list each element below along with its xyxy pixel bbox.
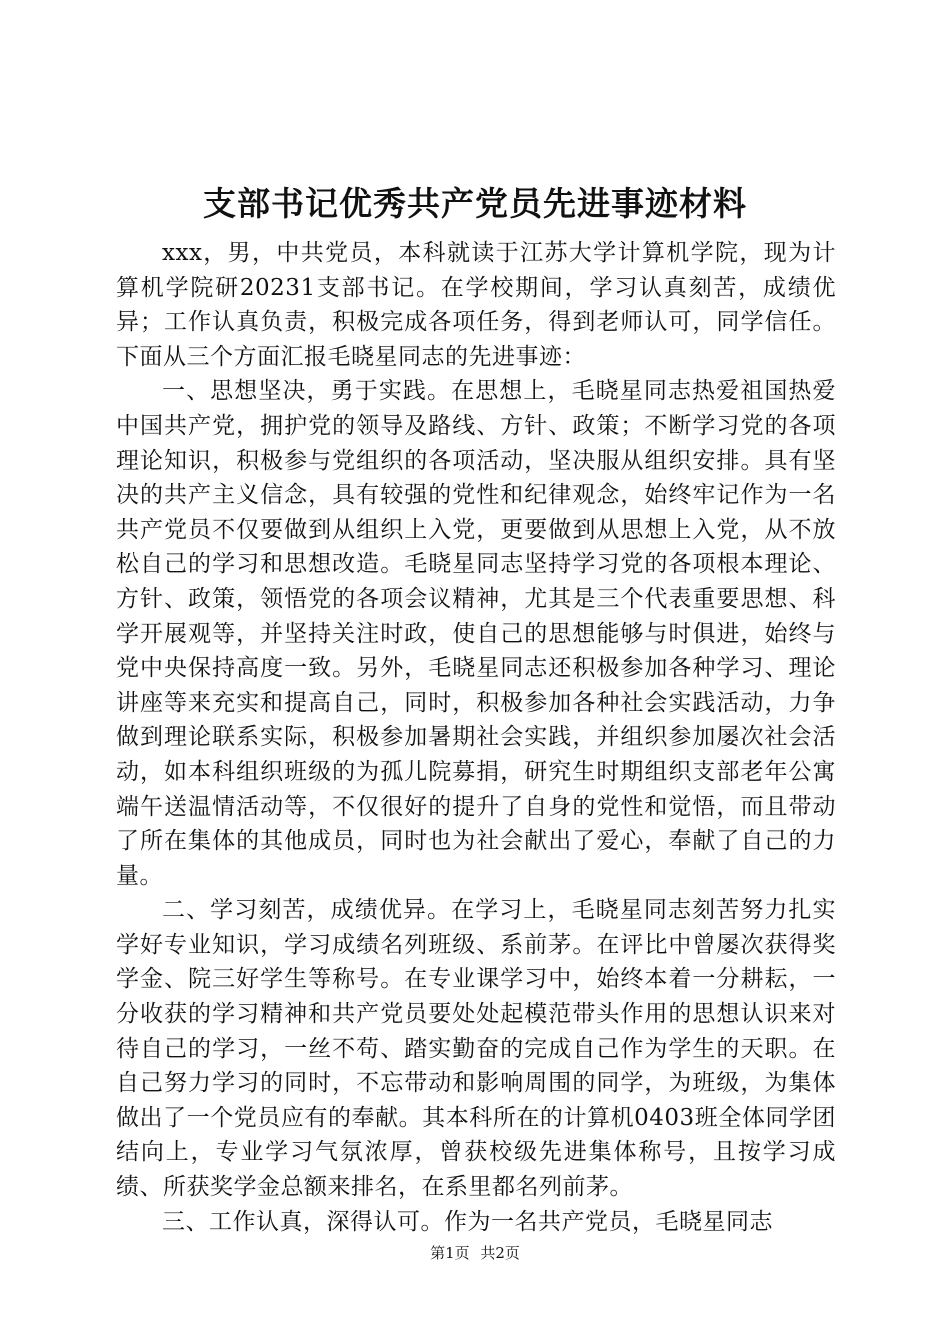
paragraph-section-2: 二、学习刻苦，成绩优异。在学习上，毛晓星同志刻苦努力扎实学好专业知识，学习成绩名列班级、系前茅。在评比中曾屡次获得奖学金、院三好学生等称号。在专业课学习中，始终本着一分耕耘，一分收获的学习精神和共产党员要处处起模范带头作用的思想认识来对待自己的学习，一丝不苟、踏实勤奋的完成自己作为学生的天职。在自己努力学习的同时，不忘带动和影响周围的同学，为班级，为集体做出了一个党员应有的奉献。其本科所在的计算机0403班全体同学团结向上，专业学习气氛浓厚，曾获校级先进集体称号，且按学习成绩、所获奖学金总额来排名，在系里都名列前茅。 [116, 897, 836, 1201]
paragraph-section-3: 三、工作认真，深得认可。作为一名共产党员，毛晓星同志 [162, 1208, 773, 1235]
document-title: 支部书记优秀共产党员先进事迹材料 [203, 184, 747, 223]
paragraph-intro: xxx，男，中共党员，本科就读于江苏大学计算机学院，现为计算机学院研20231支部书记。在学校期间，学习认真刻苦，成绩优异；工作认真负责，积极完成各项任务，得到老师认可，同学信任。下面从三个方面汇报毛晓星同志的先进事迹： [116, 240, 836, 370]
page-number-current: 第1页 [430, 1244, 470, 1262]
page-number-total: 共2页 [480, 1244, 520, 1262]
document-body [116, 236, 836, 1239]
page-footer [0, 1243, 950, 1263]
paragraph-section-1: 一、思想坚决，勇于实践。在思想上，毛晓星同志热爱祖国热爱中国共产党，拥护党的领导及路线、方针、政策；不断学习党的各项理论知识，积极参与党组织的各项活动，坚决服从组织安排。具有坚决的共产主义信念，具有较强的党性和纪律观念，始终牢记作为一名共产党员不仅要做到从组织上入党，更要做到从思想上入党，从不放松自己的学习和思想改造。毛晓星同志坚持学习党的各项根本理论、方针、政策，领悟党的各项会议精神，尤其是三个代表重要思想、科学开展观等，并坚持关注时政，使自己的思想能够与时俱进，始终与党中央保持高度一致。另外，毛晓星同志还积极参加各种学习、理论讲座等来充实和提高自己，同时，积极参加各种社会实践活动，力争做到理论联系实际，积极参加暑期社会实践，并组织参加屡次社会活动，如本科组织班级的为孤儿院募捐，研究生时期组织支部老年公寓端午送温情活动等，不仅很好的提升了自身的党性和觉悟，而且带动了所在集体的其他成员，同时也为社会献出了爱心，奉献了自己的力量。 [116, 378, 836, 889]
